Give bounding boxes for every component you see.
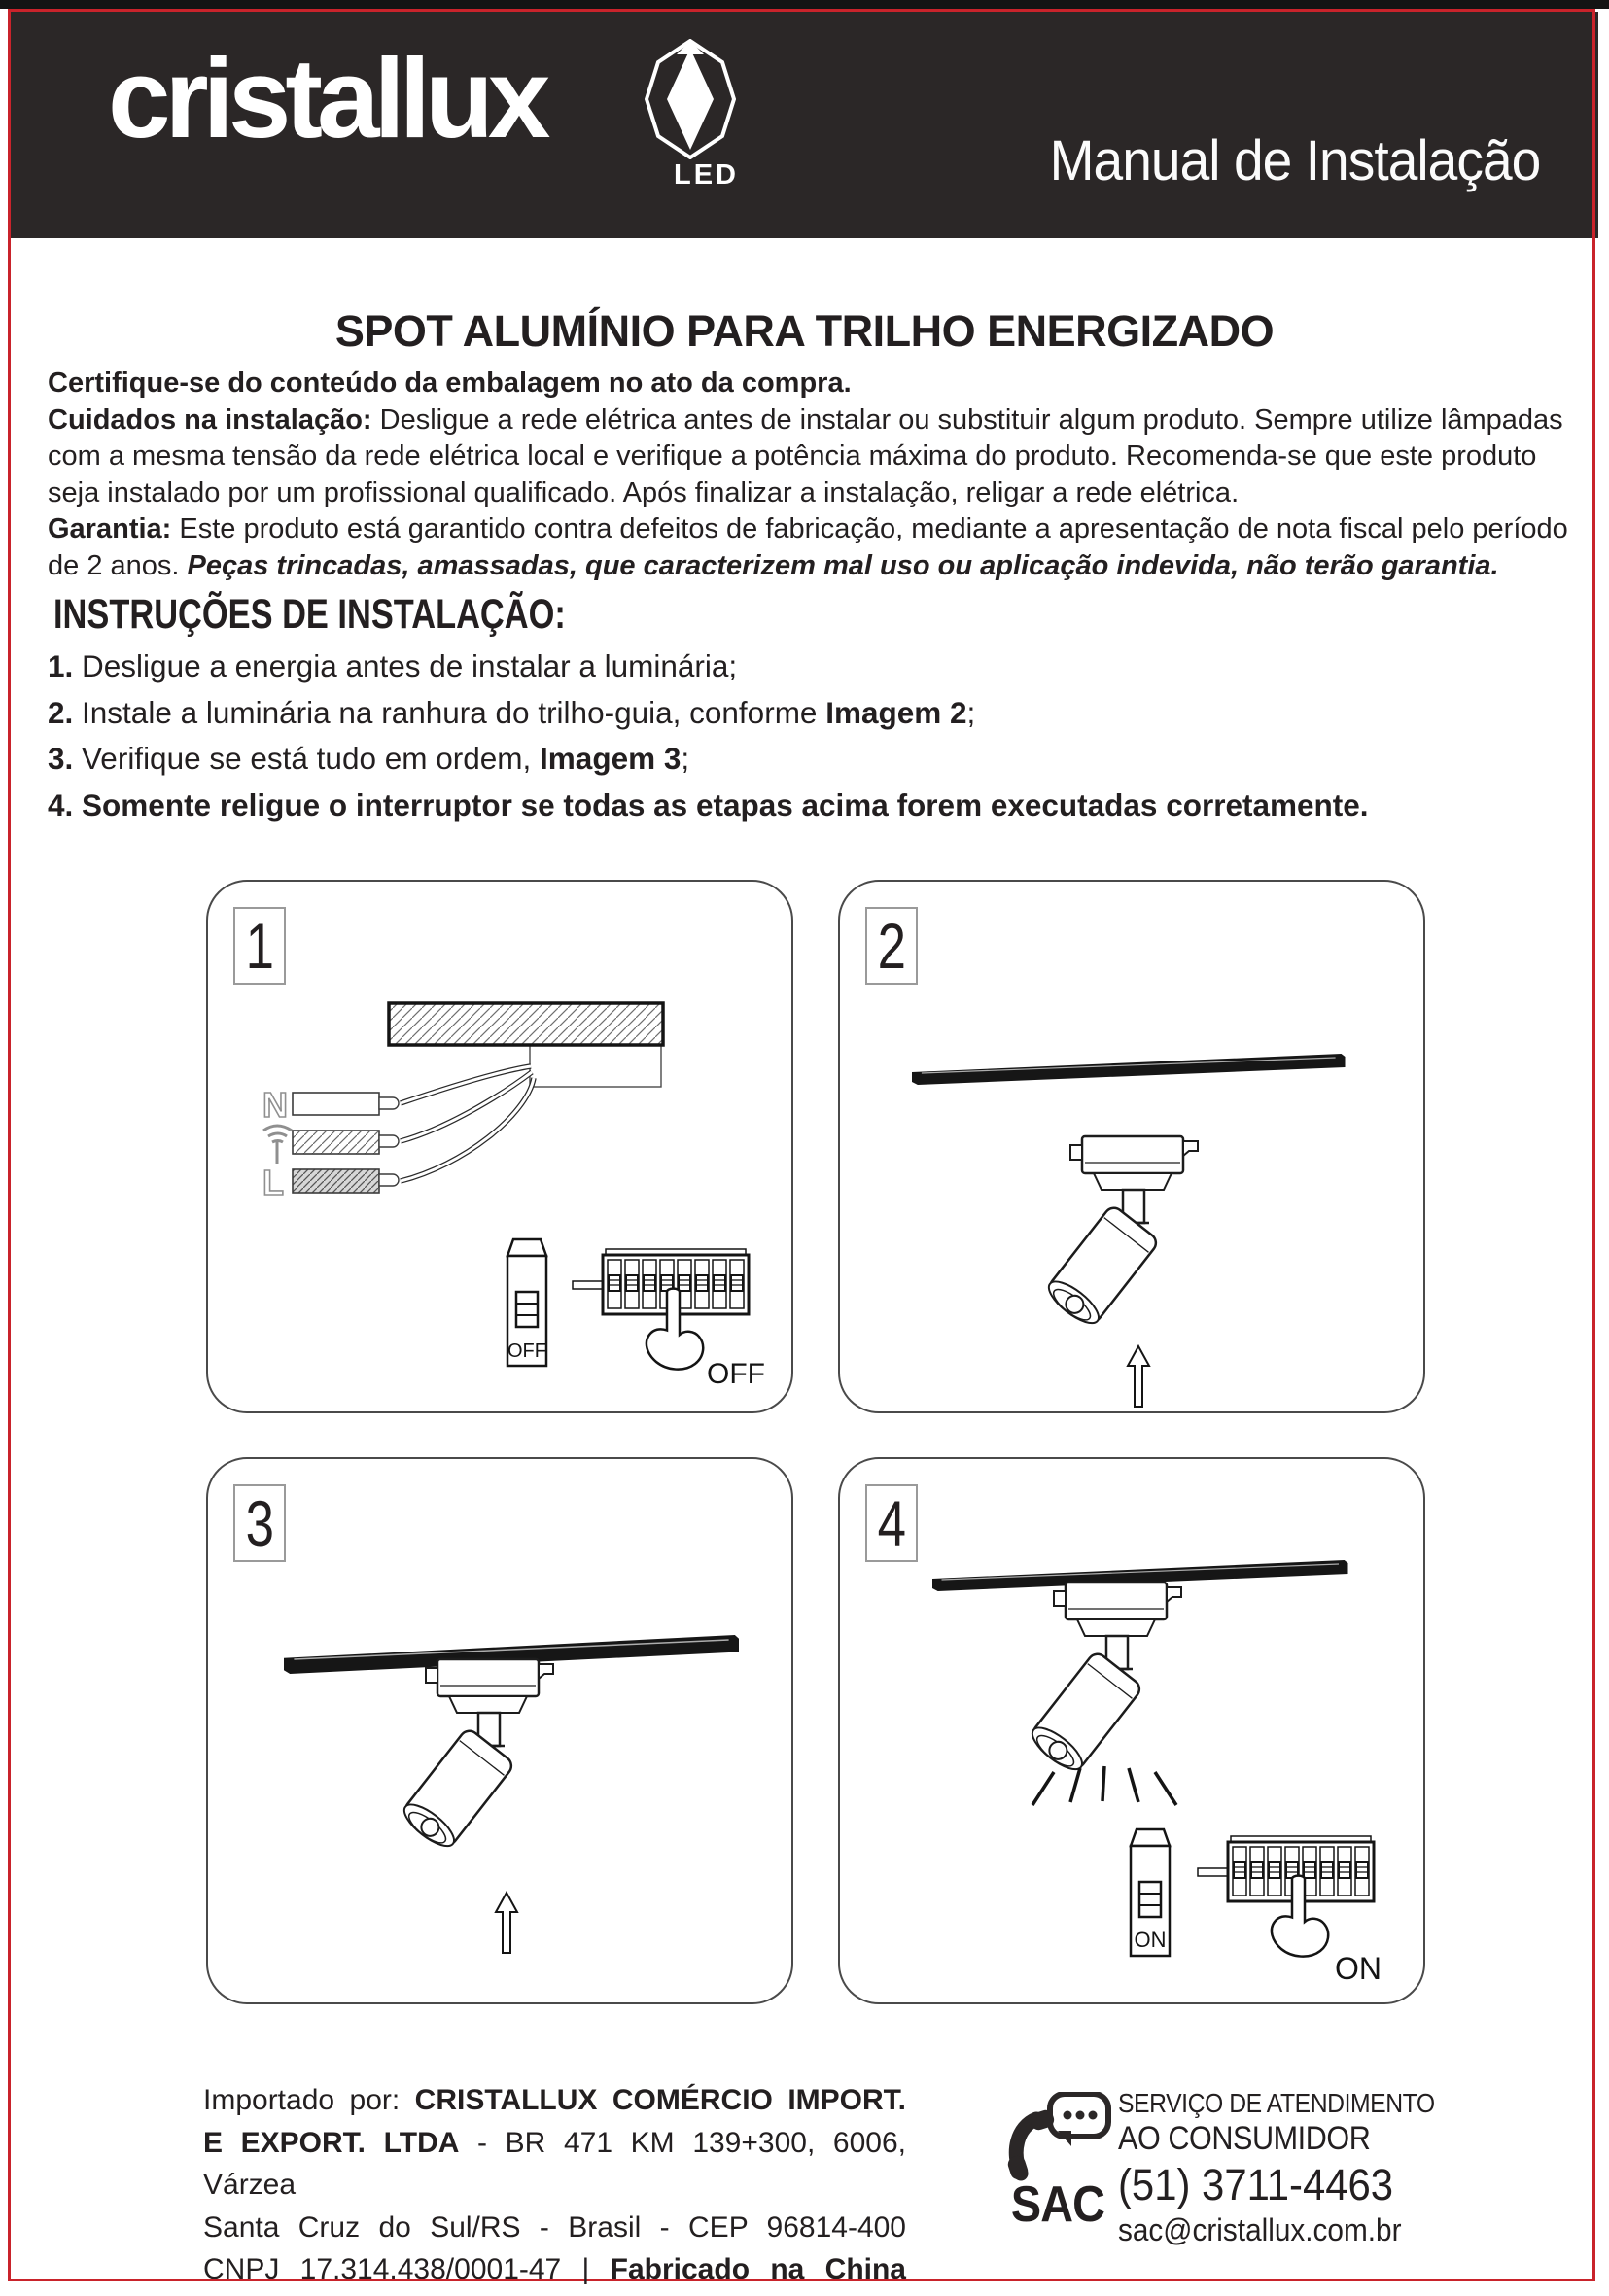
arrow-up-icon xyxy=(1128,1346,1149,1407)
page-title: SPOT ALUMÍNIO PARA TRILHO ENERGIZADO xyxy=(334,306,1275,357)
junction-box xyxy=(530,1045,661,1087)
wire-label-neutral: N xyxy=(262,1085,288,1125)
importer-line-4: CNPJ 17.314.438/0001-47 | Fabricado na China xyxy=(203,2253,906,2285)
figure-number-badge: 2 xyxy=(865,907,918,985)
intro-check-line: Certifique-se do conteúdo da embalagem no ato da compra. xyxy=(48,367,852,399)
figure-3-art xyxy=(208,1459,787,1999)
top-edge-strip xyxy=(0,0,1609,9)
brand-logo-led: LED xyxy=(674,159,739,191)
breaker-on-label: ON xyxy=(1134,1928,1167,1952)
ground-icon xyxy=(263,1126,292,1164)
wire-label-live: L xyxy=(262,1163,284,1202)
figure-4-art xyxy=(840,1459,1419,1999)
wires xyxy=(401,1066,534,1181)
figure-number-badge: 1 xyxy=(233,907,286,985)
sac-label: SAC xyxy=(1010,2176,1105,2233)
instruction-step-4: 4. Somente religue o interruptor se todas as etapas acima forem executadas corretamente. xyxy=(48,786,1369,822)
intro-care-paragraph: Cuidados na instalação: Desligue a rede elétrica antes de instalar ou substituir algum produto. Sempre utilize lâmpadas com a mesma tensão da rede elétrica local e verifique a potência máxima do produto. Recomenda-se que este produto seja instalado por um profissional qualificado. Após finalizar a instalação, religar a rede elétrica. xyxy=(48,403,1563,508)
brand-logo: cristallux xyxy=(108,35,545,161)
sac-email: sac@cristallux.com.br xyxy=(1118,2212,1402,2247)
instruction-step-1: 1. Desligue a energia antes de instalar a luminária; xyxy=(48,648,738,683)
dip-switch-icon xyxy=(1198,1836,1374,1901)
dip-switch-icon xyxy=(573,1249,749,1314)
sac-phone-number: (51) 3711-4463 xyxy=(1118,2160,1394,2209)
intro-warranty-paragraph: Garantia: Este produto está garantido contra defeitos de fabricação, mediante a apresentação de nota fiscal pelo período de 2 anos. Peças trincadas, amassadas, que caracterizem mal uso ou aplicação indevida, não terão garantia. xyxy=(48,513,1568,581)
instruction-step-3: 3. Verifique se está tudo em ordem, Imagem 3; xyxy=(48,741,690,776)
instructions-heading: INSTRUÇÕES DE INSTALAÇÃO: xyxy=(53,591,566,638)
instruction-step-2: 2. Instale a luminária na ranhura do trilho-guia, conforme Imagem 2; xyxy=(48,694,976,730)
document-type-title: Manual de Instalação xyxy=(1049,129,1540,192)
intro-paragraphs xyxy=(48,365,1579,584)
sac-service-line-1: SERVIÇO DE ATENDIMENTO xyxy=(1118,2088,1435,2118)
dip-on-label: ON xyxy=(1335,1951,1382,1986)
importer-line-1: Importado por: CRISTALLUX COMÉRCIO IMPORT. xyxy=(203,2084,907,2116)
diamond-gem-icon xyxy=(645,39,736,159)
spotlight-icon xyxy=(399,1659,553,1853)
figure-1-art xyxy=(208,882,787,1408)
phone-chat-icon xyxy=(1007,2092,1114,2181)
figure-2-insert-diagram xyxy=(838,880,1425,1413)
figure-number-badge: 4 xyxy=(865,1484,918,1562)
sac-contact xyxy=(1118,2088,1470,2248)
importer-info xyxy=(203,2079,906,2291)
dip-off-label: OFF xyxy=(707,1358,765,1390)
figure-2-art xyxy=(840,882,1419,1408)
importer-line-2: E EXPORT. LTDA - BR 471 KM 139+300, 6006, Várzea xyxy=(203,2126,906,2201)
track-rail-icon xyxy=(912,1054,1346,1085)
spotlight-icon xyxy=(1027,1583,1181,1776)
instructions-list xyxy=(48,644,1564,828)
light-rays-icon xyxy=(1032,1766,1176,1805)
header xyxy=(11,12,1598,238)
terminal-blocks xyxy=(293,1093,399,1193)
figure-number-badge: 3 xyxy=(233,1484,286,1562)
arrow-up-icon xyxy=(496,1893,517,1953)
importer-line-3: Santa Cruz do Sul/RS - Brasil - CEP 96814-400 xyxy=(203,2210,906,2244)
breaker-off-label: OFF xyxy=(507,1340,546,1362)
figure-1-wiring-diagram xyxy=(206,880,793,1413)
ceiling-hatched-bar xyxy=(389,1003,663,1045)
figure-4-power-on-diagram xyxy=(838,1457,1425,2004)
spotlight-icon xyxy=(1043,1136,1198,1330)
sac-service-line-2: AO CONSUMIDOR xyxy=(1118,2120,1371,2157)
figure-3-check-diagram xyxy=(206,1457,793,2004)
